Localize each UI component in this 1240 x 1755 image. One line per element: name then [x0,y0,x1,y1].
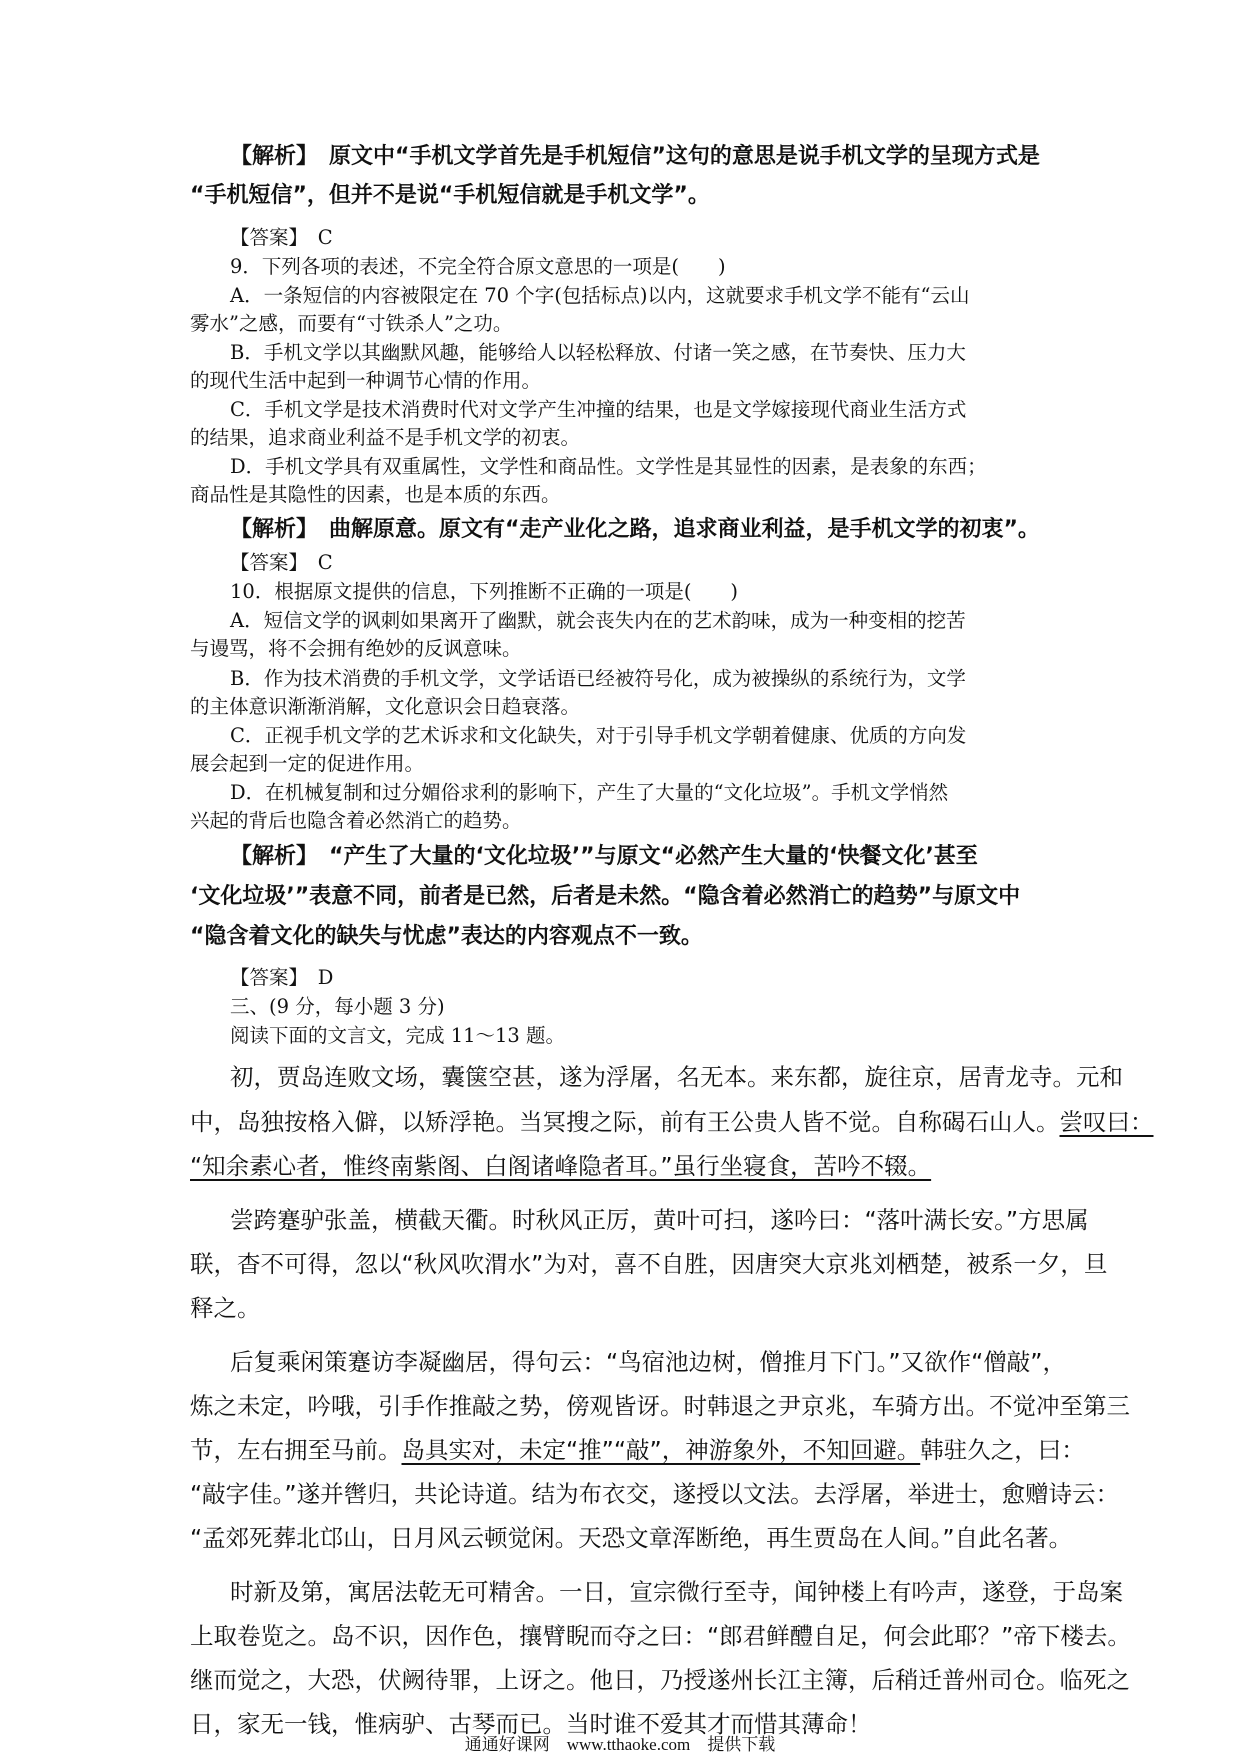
q8-answer: 【答案】 C [230,226,333,249]
classical-p2-line2: 联，杳不可得，忽以“秋风吹渭水”为对，喜不自胜，因唐突大京兆刘栖楚，被系一夕，旦 [190,1250,1108,1278]
classical-p1-line2-text: 中，岛独按格入僻，以矫浮艳。当冥搜之际，前有王公贵人皆不觉。自称碣石山人。 [190,1108,1060,1136]
classical-p4-line1: 时新及第，寓居法乾无可精舍。一日，宣宗微行至寺，闻钟楼上有吟声，遂登，于岛案 [230,1578,1123,1606]
q10-option-d-line2: 兴起的背后也隐含着必然消亡的趋势。 [190,809,522,832]
classical-p4-line3: 继而觉之，大恐，伏阙待罪，上讶之。他日，乃授遂州长江主簿，后稍迁普州司仓。临死之 [190,1666,1130,1694]
classical-p1-line1: 初，贾岛连败文场，囊箧空甚，遂为浮屠，名无本。来东都，旋往京，居青龙寺。元和 [230,1063,1123,1091]
classical-p3-line3-text-c: 韩驻久之，曰： [920,1436,1085,1464]
underlined-sentence-1a: 尝叹曰： [1059,1108,1154,1136]
q10-analysis-line2: ‘文化垃圾’”表意不同，前者是已然，后者是未然。“隐含着必然消亡的趋势”与原文中 [190,884,1021,909]
page-footer: 通通好课网 www.tthaoke.com 提供下载 [464,1735,776,1754]
classical-p2-line3: 释之。 [190,1294,261,1322]
q10-option-b-line2: 的主体意识渐渐消解，文化意识会日趋衰落。 [190,695,581,718]
classical-p3-line4: “敲字佳。”遂并辔归，共论诗道。结为布衣交，遂授以文法。去浮屠，举进士，愈赠诗云： [190,1480,1120,1508]
classical-p3-line5: “孟郊死葬北邙山，日月风云顿觉闲。天恐文章浑断绝，再生贾岛在人间。”自此名著。 [190,1524,1073,1552]
q9-option-b-line1: B．手机文学以其幽默风趣，能够给人以轻松释放、付诸一笑之感，在节奏快、压力大 [230,341,966,364]
classical-p3-line3-text-a: 节，左右拥至马前。 [190,1436,402,1464]
q10-option-c-line2: 展会起到一定的促进作用。 [190,752,425,775]
q10-stem: 10．根据原文提供的信息，下列推断不正确的一项是( ) [230,580,739,603]
q10-option-b-line1: B．作为技术消费的手机文学，文学话语已经被符号化，成为被操纵的系统行为，文学 [230,667,966,690]
q10-analysis-line1: 【解析】 “产生了大量的‘文化垃圾’”与原文“必然产生大量的‘快餐文化’甚至 [230,844,978,869]
classical-p3-line3 [190,1428,1085,1472]
classical-p4-line4: 日，家无一钱，惟病驴、古琴而已。当时谁不爱其才而惜其薄命！ [190,1710,872,1738]
q9-option-c-line2: 的结果，追求商业利益不是手机文学的初衷。 [190,426,581,449]
q10-option-c-line1: C．正视手机文学的艺术诉求和文化缺失，对于引导手机文学朝着健康、优质的方向发 [230,724,967,747]
q9-option-a-line2: 雾水”之感，而要有“寸铁杀人”之功。 [190,312,513,335]
q9-answer: 【答案】 C [230,551,333,574]
q9-stem: 9．下列各项的表述，不完全符合原文意思的一项是( ) [230,255,726,278]
q10-option-a-line1: A．短信文学的讽刺如果离开了幽默，就会丧失内在的艺术韵味，成为一种变相的挖苦 [230,609,966,632]
classical-p1-line3 [190,1144,1070,1188]
section3-instruction: 阅读下面的文言文，完成 11～13 题。 [230,1024,566,1047]
classical-p1-line2 [190,1100,1154,1144]
classical-p4-line2: 上取卷览之。岛不识，因作色，攘臂睨而夺之曰：“郎君鲜醴自足，何会此耶？”帝下楼去。 [190,1622,1131,1650]
q10-option-a-line2: 与谩骂，将不会拥有绝妙的反讽意味。 [190,637,522,660]
classical-p3-line2: 炼之未定，吟哦，引手作推敲之势，傍观皆讶。时韩退之尹京兆，车骑方出。不觉冲至第三 [190,1392,1130,1420]
q9-analysis: 【解析】 曲解原意。原文有“走产业化之路，追求商业利益，是手机文学的初衷”。 [230,517,1040,542]
q10-analysis-line3: “隐含着文化的缺失与忧虑”表达的内容观点不一致。 [190,924,703,949]
q9-option-c-line1: C．手机文学是技术消费时代对文学产生冲撞的结果，也是文学嫁接现代商业生活方式 [230,398,967,421]
underlined-sentence-2: 岛具实对，未定“推”“敲”，神游象外，不知回避。 [401,1436,921,1464]
underlined-sentence-1b: “知余素心者，惟终南紫阁、白阁诸峰隐者耳。”虽行坐寝食，苦吟不辍。 [190,1152,932,1180]
q8-analysis-line1: 【解析】 原文中“手机文学首先是手机短信”这句的意思是说手机文学的呈现方式是 [230,144,1040,169]
q8-analysis-line2: “手机短信”，但并不是说“手机短信就是手机文学”。 [190,183,710,208]
q9-option-b-line2: 的现代生活中起到一种调节心情的作用。 [190,369,542,392]
classical-p3-line1: 后复乘闲策蹇访李凝幽居，得句云：“鸟宿池边树，僧推月下门。”又欲作“僧敲”， [230,1348,1066,1376]
q9-option-d-line1: D．手机文学具有双重属性，文学性和商品性。文学性是其显性的因素，是表象的东西； [230,455,987,478]
q10-option-d-line1: D．在机械复制和过分媚俗求利的影响下，产生了大量的“文化垃圾”。手机文学悄然 [230,781,949,804]
q9-option-a-line1: A．一条短信的内容被限定在 70 个字(包括标点)以内，这就要求手机文学不能有“云山 [230,284,970,307]
q9-option-d-line2: 商品性是其隐性的因素，也是本质的东西。 [190,483,561,506]
q10-answer: 【答案】 D [230,966,334,989]
classical-p2-line1: 尝跨蹇驴张盖，横截天衢。时秋风正厉，黄叶可扫，遂吟曰：“落叶满长安。”方思属 [230,1206,1089,1234]
section3-heading: 三、(9 分，每小题 3 分) [230,995,445,1018]
